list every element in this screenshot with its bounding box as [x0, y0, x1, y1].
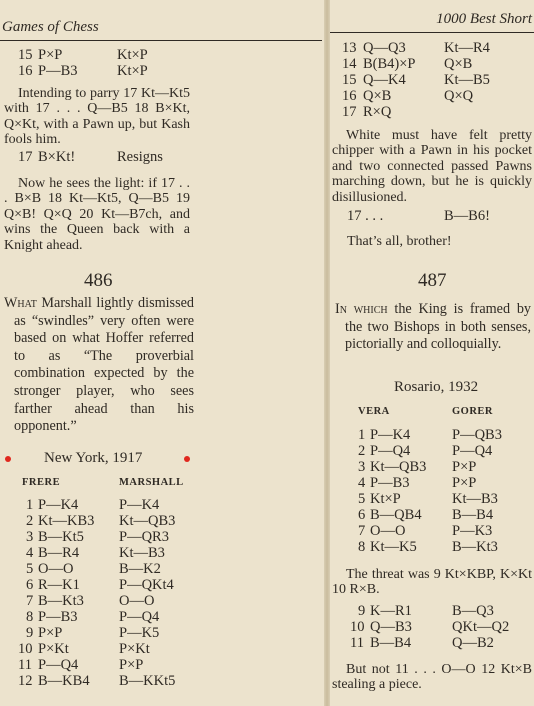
move-row [330, 104, 534, 120]
black-move: P—QB3 [452, 427, 502, 443]
white-move: Kt—KB3 [38, 513, 95, 529]
move-number: 7 [26, 593, 34, 609]
move-number: 14 [342, 56, 357, 72]
move-number: 8 [26, 609, 34, 625]
black-move: P—K5 [119, 625, 160, 641]
move-number: 2 [26, 513, 34, 529]
move-row [330, 507, 534, 523]
white-move: B×Kt! [38, 149, 76, 165]
move-row [0, 529, 322, 545]
black-move: B—KKt5 [119, 673, 176, 689]
move-row [0, 63, 322, 79]
white-move: B—Kt3 [38, 593, 84, 609]
move-row [330, 56, 534, 72]
white-move: P—K4 [370, 427, 411, 443]
game-487-intro [335, 301, 531, 354]
intro-text: the King is framed by the two Bishops in both senses, pictorially and colloquially. [345, 301, 532, 353]
white-move: Q—K4 [363, 72, 406, 88]
left-top-moves [0, 47, 322, 79]
move-row [0, 149, 322, 165]
move-row [0, 641, 322, 657]
move-row [330, 40, 534, 56]
black-move: Kt×P [117, 47, 148, 63]
white-move: B—Kt5 [38, 529, 84, 545]
move-row [330, 427, 534, 443]
white-move: P—K4 [38, 497, 79, 513]
black-move: Q—B2 [452, 635, 494, 651]
move-number: 7 [358, 523, 366, 539]
move-number: 1 [26, 497, 34, 513]
move-row [0, 577, 322, 593]
move-row [330, 459, 534, 475]
black-move: Kt—B5 [444, 72, 490, 88]
move-row [330, 619, 534, 635]
move-number: 3 [26, 529, 34, 545]
move-number: 9 [358, 603, 366, 619]
move-number: 10 [18, 641, 33, 657]
game-487-place: Rosario, 1932 [394, 379, 479, 395]
white-move: P—B3 [370, 475, 410, 491]
black-move: P—K3 [452, 523, 493, 539]
game-number-486: 486 [84, 270, 113, 291]
black-move: B—K2 [119, 561, 161, 577]
white-move: P—Q4 [370, 443, 411, 459]
black-move: Kt—B3 [119, 545, 165, 561]
intro-text: Marshall lightly dismissed as “swindles” very often were based on what Hoffer referred to as “The proverbial combination expected by the stronger player, who sees farther ahead than his opponent.” [14, 295, 194, 435]
black-move: Kt×P [117, 63, 148, 79]
black-move: Q×B [444, 56, 473, 72]
white-move: B—QB4 [370, 507, 422, 523]
move-row [330, 475, 534, 491]
move-row [330, 208, 534, 224]
move-row [330, 539, 534, 555]
move-row [330, 635, 534, 651]
intro-lead: What [4, 295, 37, 311]
move-number: 17 [18, 149, 33, 165]
move-row [330, 443, 534, 459]
black-move: P×Kt [119, 641, 150, 657]
move-number: 5 [26, 561, 34, 577]
right-header-rule [330, 32, 534, 33]
left-running-header: Games of Chess [2, 19, 99, 35]
white-move: Kt×P [370, 491, 401, 507]
annotation-text: The threat was 9 Kt×KBP, K×Kt 10 R×B. [332, 567, 532, 598]
move-number: 9 [26, 625, 34, 641]
left-annotation-1 [4, 86, 190, 148]
move-row [0, 513, 322, 529]
move-row [0, 657, 322, 673]
intro-paragraph [335, 301, 531, 354]
marker-dot [5, 456, 11, 462]
white-move: K—R1 [370, 603, 412, 619]
white-move: B—KB4 [38, 673, 90, 689]
black-player-name: GORER [452, 406, 494, 417]
white-move: P—Q4 [38, 657, 79, 673]
black-move: P—Q4 [452, 443, 493, 459]
move-row [0, 47, 322, 63]
game-486-place: New York, 1917 [44, 450, 143, 466]
move-row [0, 609, 322, 625]
move-number: 4 [26, 545, 34, 561]
white-move: B(B4)×P [363, 56, 416, 72]
white-move: B—R4 [38, 545, 80, 561]
white-move: Q×B [363, 88, 392, 104]
move-row [0, 497, 322, 513]
black-move: Kt—B3 [452, 491, 498, 507]
black-move: Kt—QB3 [119, 513, 176, 529]
final-note [332, 662, 532, 693]
white-player-name: VERA [358, 406, 390, 417]
white-player-name: FRERE [22, 477, 61, 488]
black-move: P×P [452, 459, 477, 475]
annotation-text: Intending to parry 17 Kt—Kt5 with 17 . . . Q—B5 18 B×Kt, Q×Kt, with a Pawn up, but Kash fools him. [4, 86, 190, 148]
move-row [0, 593, 322, 609]
black-move: P—QR3 [119, 529, 169, 545]
move-number: 17 [342, 104, 357, 120]
annotation-text: But not 11 . . . O—O 12 Kt×B stealing a piece. [332, 662, 532, 693]
move-number: 15 [342, 72, 357, 88]
move-row [330, 72, 534, 88]
move-number: 1 [358, 427, 366, 443]
move-row [0, 545, 322, 561]
white-move: Kt—K5 [370, 539, 417, 555]
white-move: Q—Q3 [363, 40, 406, 56]
white-move: P×P [38, 625, 63, 641]
white-move: Kt—QB3 [370, 459, 427, 475]
move-number: 5 [358, 491, 366, 507]
game-486-moves [0, 497, 322, 689]
white-move: Q—B3 [370, 619, 412, 635]
black-move: P—Q4 [119, 609, 160, 625]
game-486-intro [4, 295, 194, 436]
black-move: B—B4 [452, 507, 494, 523]
black-move: P—K4 [119, 497, 160, 513]
right-final-move [330, 208, 534, 224]
move-row [330, 603, 534, 619]
black-move: P×P [119, 657, 144, 673]
move-row [330, 523, 534, 539]
move-number: 6 [358, 507, 366, 523]
move-number: 17 . . . [347, 208, 384, 224]
white-move: R—K1 [38, 577, 80, 593]
white-move: P×Kt [38, 641, 69, 657]
game-number-487: 487 [418, 270, 447, 291]
move-row [0, 561, 322, 577]
move-row [330, 491, 534, 507]
game-487-moves [330, 427, 534, 555]
move-number: 11 [350, 635, 364, 651]
black-move: P—QKt4 [119, 577, 174, 593]
white-move: P—B3 [38, 609, 78, 625]
white-move: P—B3 [38, 63, 78, 79]
black-move: QKt—Q2 [452, 619, 510, 635]
move-number: 15 [18, 47, 33, 63]
white-move: O—O [370, 523, 406, 539]
black-player-name: MARSHALL [119, 477, 184, 488]
move-number: 12 [18, 673, 33, 689]
right-annotation-1 [332, 128, 532, 205]
white-move: P×P [38, 47, 63, 63]
move-number: 16 [18, 63, 33, 79]
move-number: 13 [342, 40, 357, 56]
black-move: B—Kt3 [452, 539, 498, 555]
move-number: 11 [18, 657, 32, 673]
black-move: O—O [119, 593, 155, 609]
black-move: P×P [452, 475, 477, 491]
move-number: 10 [350, 619, 365, 635]
intro-paragraph [4, 295, 194, 436]
white-move: R×Q [363, 104, 392, 120]
game-487-moves-continued [330, 603, 534, 651]
closing-remark: That’s all, brother! [347, 234, 452, 249]
move-row [0, 673, 322, 689]
move-row [0, 625, 322, 641]
move-row [330, 88, 534, 104]
marker-dot [184, 456, 190, 462]
move-number: 3 [358, 459, 366, 475]
right-top-moves [330, 40, 534, 120]
move-number: 2 [358, 443, 366, 459]
move-number: 6 [26, 577, 34, 593]
right-running-header: 1000 Best Short [436, 11, 532, 27]
result-text: Resigns [117, 149, 163, 165]
move-number: 16 [342, 88, 357, 104]
annotation-text: Now he sees the light: if 17 . . . B×B 18 Kt—Kt5, Q—B5 19 Q×B! Q×Q 20 Kt—B7ch, and wins the Queen back with a Knight ahead. [4, 176, 190, 253]
black-move: B—B6! [444, 208, 490, 224]
left-move-17 [0, 149, 322, 165]
white-move: O—O [38, 561, 74, 577]
white-move: B—B4 [370, 635, 412, 651]
black-move: B—Q3 [452, 603, 494, 619]
black-move: Kt—R4 [444, 40, 490, 56]
left-annotation-2 [4, 176, 190, 253]
black-move: Q×Q [444, 88, 474, 104]
move-number: 8 [358, 539, 366, 555]
intro-lead: In which [335, 301, 388, 317]
threat-note [332, 567, 532, 598]
left-header-rule [0, 40, 322, 41]
annotation-text: White must have felt pretty chipper with a Pawn in his pocket and two connected passed Pawns marching down, but he is quickly disillusioned. [332, 128, 532, 205]
move-number: 4 [358, 475, 366, 491]
